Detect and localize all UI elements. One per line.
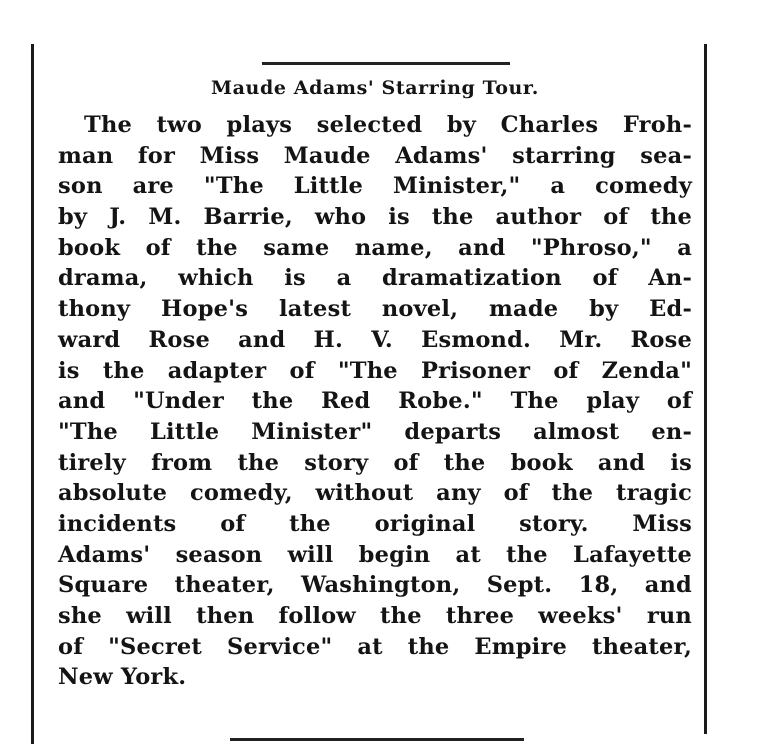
body-line: Adams' season will begin at the Lafayette [58,541,692,568]
body-line: incidents of the original story. Miss [58,510,692,537]
body-line: New York. [58,664,187,691]
column-rule-right [704,44,707,734]
headline: Maude Adams' Starring Tour. [210,77,539,99]
body-line: is the adapter of "The Prisoner of Zenda" [58,357,692,384]
top-divider [262,62,510,65]
body-line: tirely from the story of the book and is [58,449,692,476]
body-line: and "Under the Red Robe." The play of [58,388,692,415]
body-line: book of the same name, and "Phroso," a [58,234,692,261]
column-rule-left [31,44,34,744]
body-line: Square theater, Washington, Sept. 18, and [58,572,692,599]
article-body [58,110,692,693]
body-line: ward Rose and H. V. Esmond. Mr. Rose [58,326,692,353]
body-line: absolute comedy, without any of the tragic [58,480,692,507]
body-line: The two plays selected by Charles Froh- [84,112,692,138]
bottom-divider [230,738,524,741]
body-line: thony Hope's latest novel, made by Ed- [58,296,692,323]
body-line: son are "The Little Minister," a comedy [58,173,692,200]
body-line: by J. M. Barrie, who is the author of the [58,204,692,231]
body-line: man for Miss Maude Adams' starring sea- [58,142,692,169]
body-line: drama, which is a dramatization of An- [58,265,692,292]
article [58,70,692,693]
body-line: she will then follow the three weeks' run [58,603,692,629]
body-line: "The Little Minister" departs almost en- [58,418,692,445]
body-line: of "Secret Service" at the Empire theater, [58,633,692,660]
